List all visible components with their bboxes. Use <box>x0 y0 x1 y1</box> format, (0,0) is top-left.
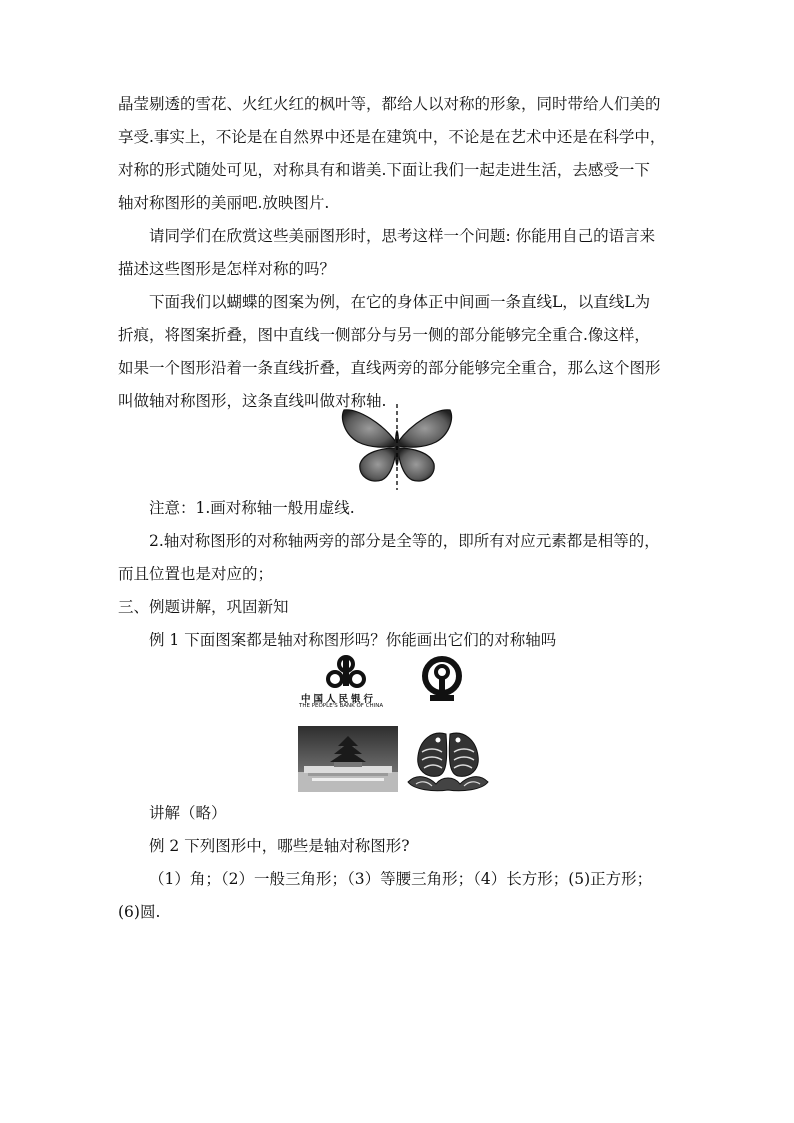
temple-of-heaven-photo <box>298 726 398 792</box>
note-1: 注意：1.画对称轴一般用虚线. <box>149 499 355 517</box>
para1-line2: 享受.事实上，不论是在自然界中还是在建筑中，不论是在艺术中还是在科学中， <box>118 128 666 146</box>
railway-logo <box>418 655 466 705</box>
para3-line3: 如果一个图形沿着一条直线折叠，直线两旁的部分能够完全重合，那么这个图形 <box>118 359 661 377</box>
note-2-line2: 而且位置也是对应的； <box>118 565 274 583</box>
explanation: 讲解（略） <box>149 804 227 822</box>
section-heading: 三、例题讲解，巩固新知 <box>118 598 289 616</box>
example-1: 例 1 下面图案都是轴对称图形吗？你能画出它们的对称轴吗 <box>149 631 557 649</box>
example-2: 例 2 下列图形中，哪些是轴对称图形? <box>149 837 410 855</box>
para1-line3: 对称的形式随处可见，对称具有和谐美.下面让我们一起走进生活，去感受一下 <box>118 161 650 179</box>
para2-line1: 请同学们在欣赏这些美丽图形时，思考这样一个问题: 你能用自己的语言来 <box>149 227 656 245</box>
example-2-options-line2: (6)圆. <box>118 903 161 921</box>
peoples-bank-logo <box>297 652 395 710</box>
example-2-options-line1: （1）角；（2）一般三角形；（3）等腰三角形；（4）长方形；(5)正方形； <box>149 870 653 888</box>
bank-emblem-icon <box>297 652 395 690</box>
bank-name-en: THE PEOPLE'S BANK OF CHINA <box>299 703 384 709</box>
para3-line1: 下面我们以蝴蝶的图案为例，在它的身体正中间画一条直线L，以直线L为 <box>149 293 651 311</box>
para1-line1: 晶莹剔透的雪花、火红火红的枫叶等，都给人以对称的形象，同时带给人们美的 <box>118 95 661 113</box>
note-2-line1: 2.轴对称图形的对称轴两旁的部分是全等的，即所有对应元素都是相等的， <box>149 532 660 550</box>
para3-line4: 叫做轴对称图形，这条直线叫做对称轴. <box>118 392 387 410</box>
para3-line2: 折痕，将图案折叠，图中直线一侧部分与另一侧的部分能够完全重合.像这样， <box>118 326 650 344</box>
para2-line2: 描述这些图形是怎样对称的吗？ <box>118 260 336 278</box>
para1-line4: 轴对称图形的美丽吧.放映图片. <box>118 194 330 212</box>
butterfly-figure <box>338 404 456 490</box>
bank-name-cn: 中国人民银行 <box>301 694 377 705</box>
fish-papercut <box>402 726 494 792</box>
